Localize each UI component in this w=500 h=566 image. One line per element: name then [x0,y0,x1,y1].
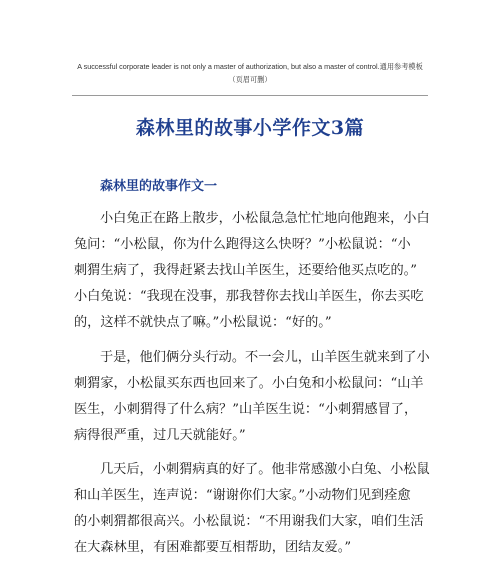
paragraph-line: 兔问：“小松鼠，你为什么跑得这么快呀？”小松鼠说：“小 [74,237,411,252]
paragraph-line: 于是，他们俩分头行动。不一会儿，山羊医生就来到了小 [100,350,430,365]
paragraph-line: 的，这样不就快点了嘛。”小松鼠说：“好的。” [74,315,332,330]
document-title: 森林里的故事小学作文3篇 [135,117,365,139]
paragraph-line: 刺猬生病了，我得赶紧去找山羊医生，还要给他买点吃的。” [74,263,418,278]
paragraph-line: 病得很严重，过几天就能好。” [74,428,246,443]
paragraph-line: 几天后，小刺猬病真的好了。他非常感激小白兔、小松鼠 [100,462,430,477]
section-heading: 森林里的故事作文一 [100,179,218,194]
paragraph-line: 小白兔说：“我现在没事，那我替你去找山羊医生，你去买吃 [74,289,424,304]
paragraph-line: 医生，小刺猬得了什么病？”山羊医生说：“小刺猬感冒了， [74,402,418,417]
paragraph-line: 小白兔正在路上散步，小松鼠急急忙忙地向他跑来，小白 [100,211,430,226]
paragraph-line: 刺猬家，小松鼠买东西也回来了。小白兔和小松鼠问：“山羊 [74,376,424,391]
paragraph-line: 在大森林里，有困难都要互相帮助，团结友爱。” [74,540,352,555]
paragraph-1 [74,206,430,336]
paragraph-line: 的小刺猬都很高兴。小松鼠说：“不用谢我们大家，咱们生活 [74,514,424,529]
paragraph-line: 和山羊医生，连声说：“谢谢你们大家。”小动物们见到痊愈 [74,488,411,503]
page-header-text: A successful corporate leader is not only a master of authorization, but also a master of control.通用参考模板 [77,62,423,71]
paragraph-2 [74,345,430,449]
header-divider [72,95,428,96]
paragraph-3 [74,457,430,561]
page-header-note: （页眉可删） [228,75,272,84]
